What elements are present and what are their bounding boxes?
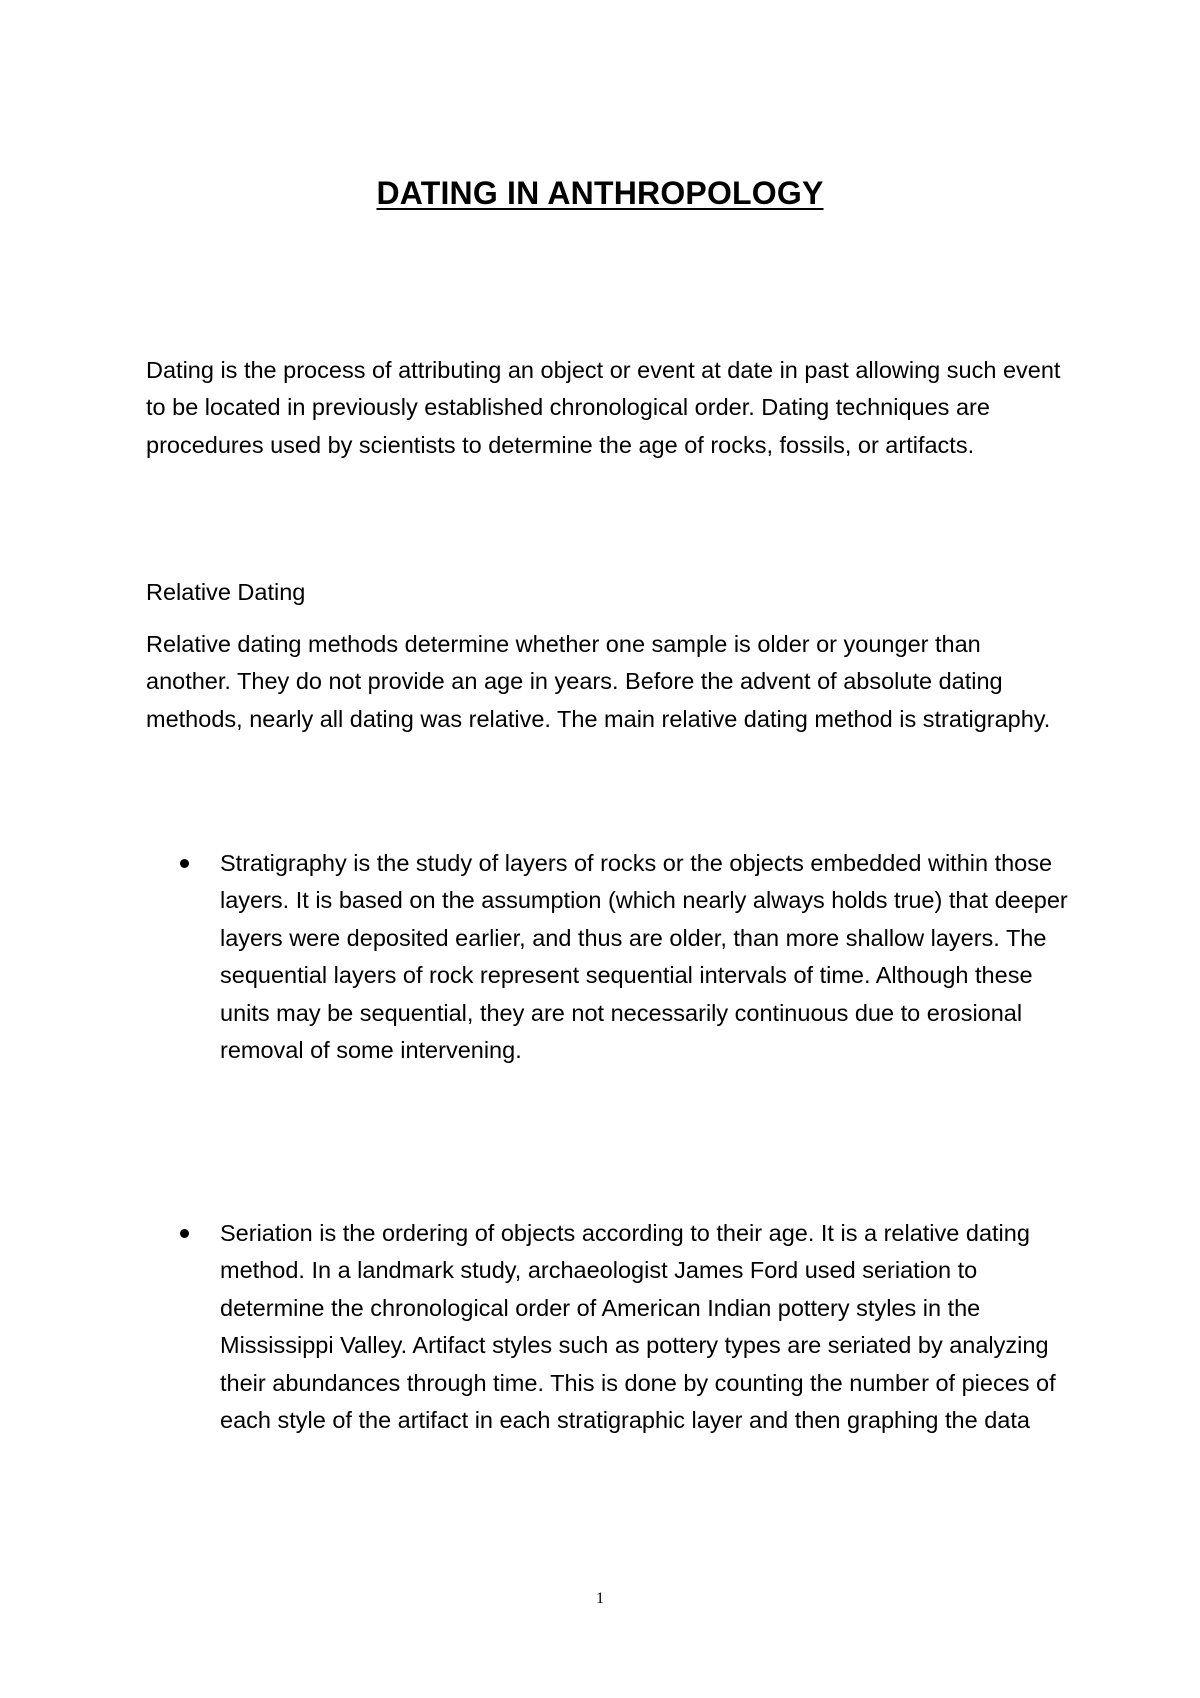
page-number: 1: [596, 1590, 604, 1607]
relative-dating-paragraph: Relative dating methods determine whether one sample is older or younger than another. They do not provide an age in years. Before the advent of absolute dating methods, nearly all dating was relative. The main relative dating method is stratigraphy.: [146, 631, 1051, 732]
document-title: DATING IN ANTHROPOLOGY: [376, 175, 824, 212]
bullet-dot-icon: [180, 1229, 189, 1238]
intro-paragraph: Dating is the process of attributing an object or event at date in past allowing such event to be located in previously established chronological order. Dating techniques are procedures used by scientists to determine the age of rocks, fossils, or artifacts.: [146, 357, 1061, 458]
section-heading-relative-dating: Relative Dating: [146, 579, 306, 605]
bullet-dot-icon: [180, 859, 189, 868]
bullet-text: Seriation is the ordering of objects according to their age. It is a relative dating method. In a landmark study, archaeologist James Ford used seriation to determine the chronological order of American Indian pottery styles in the Mississippi Valley. Artifact styles such as pottery types are seriated by analyzing their abundances through time. This is done by counting the number of pieces of each style of the artifact in each stratigraphic layer and then graphing the data: [220, 1220, 1056, 1434]
bullet-text: Stratigraphy is the study of layers of rocks or the objects embedded within those layers. It is based on the assumption (which nearly always holds true) that deeper layers were deposited earlier, and thus are older, than more shallow layers. The sequential layers of rock represent sequential intervals of time. Although these units may be sequential, they are not necessarily continuous due to erosional removal of some intervening.: [220, 850, 1068, 1064]
